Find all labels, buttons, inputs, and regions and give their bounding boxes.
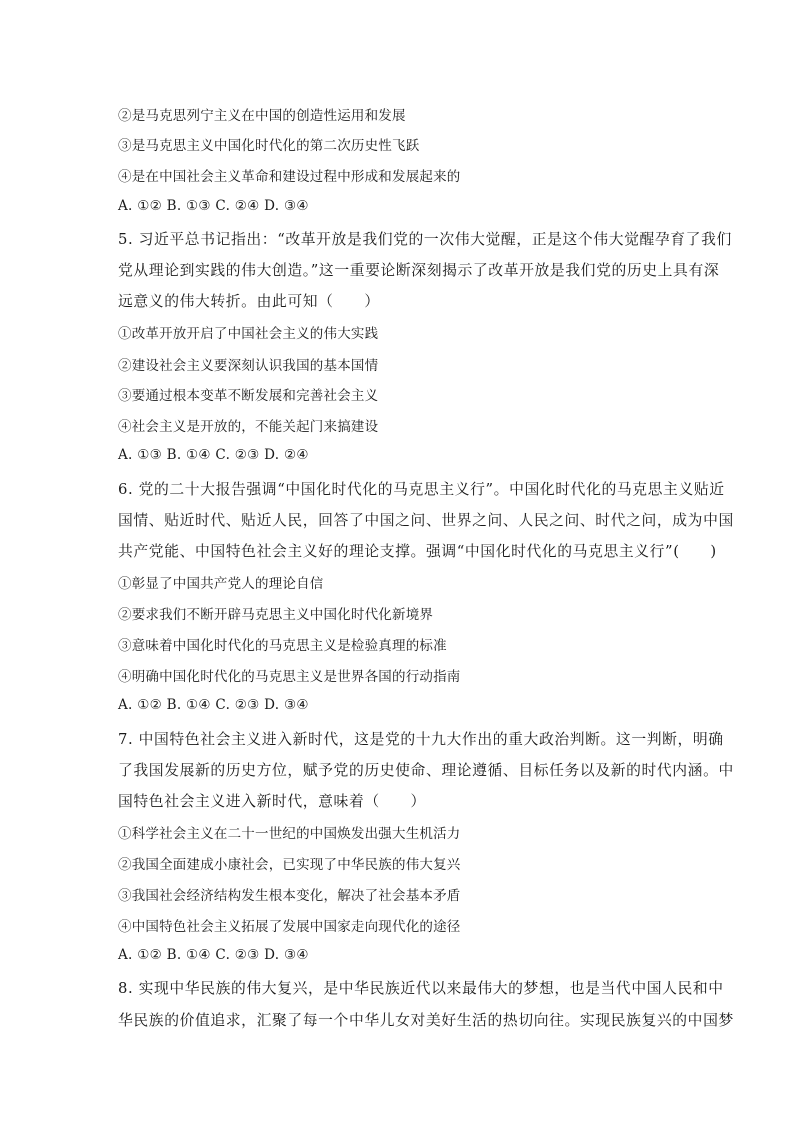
option-line: ③是马克思主义中国化时代化的第二次历史性飞跃 <box>118 138 420 154</box>
option-line: ①科学社会主义在二十一世纪的中国焕发出强大生机活力 <box>118 826 461 842</box>
answer-choices: A. ①② B. ①④ C. ②③ D. ③④ <box>118 697 309 713</box>
question-stem: 5. 习近平总书记指出：“改革开放是我们党的一次伟大觉醒，正是这个伟大觉醒孕育了我们 <box>118 231 732 248</box>
answer-choices: A. ①② B. ①③ C. ②④ D. ③④ <box>118 198 309 214</box>
option-line: ④社会主义是开放的，不能关起门来搞建设 <box>118 419 379 435</box>
question-stem: 远意义的伟大转折。由此可知（ ） <box>118 293 380 310</box>
question-stem: 国特色社会主义进入新时代，意味着（ ） <box>118 793 426 810</box>
option-line: ②是马克思列宁主义在中国的创造性运用和发展 <box>118 108 406 124</box>
option-line: ③我国社会经济结构发生根本变化，解决了社会基本矛盾 <box>118 888 461 904</box>
question-stem: 8. 实现中华民族的伟大复兴，是中华民族近代以来最伟大的梦想，也是当代中国人民和中 <box>118 980 724 997</box>
question-stem: 华民族的价值追求，汇聚了每一个中华儿女对美好生活的热切向往。实现民族复兴的中国梦 <box>118 1012 734 1029</box>
option-line: ③要通过根本变革不断发展和完善社会主义 <box>118 388 379 404</box>
question-stem: 国情、贴近时代、贴近人民，回答了中国之问、世界之问、人民之问、时代之问，成为中国 <box>118 512 734 529</box>
question-stem: 了我国发展新的历史方位，赋予党的历史使命、理论遵循、目标任务以及新的时代内涵。中 <box>118 762 734 779</box>
option-line: ③意味着中国化时代化的马克思主义是检验真理的标准 <box>118 638 447 654</box>
option-line: ④是在中国社会主义革命和建设过程中形成和发展起来的 <box>118 169 461 185</box>
answer-choices: A. ①③ B. ①④ C. ②③ D. ②④ <box>118 447 309 463</box>
question-stem: 党从理论到实践的伟大创造。”这一重要论断深刻揭示了改革开放是我们党的历史上具有深 <box>118 262 720 279</box>
question-stem: 6. 党的二十大报告强调“中国化时代化的马克思主义行”。中国化时代化的马克思主义贴近 <box>118 481 725 498</box>
option-line: ②要求我们不断开辟马克思主义中国化时代化新境界 <box>118 607 434 623</box>
option-line: ①彰显了中国共产党人的理论自信 <box>118 576 324 592</box>
option-line: ④明确中国化时代化的马克思主义是世界各国的行动指南 <box>118 669 461 685</box>
option-line: ②我国全面建成小康社会，已实现了中华民族的伟大复兴 <box>118 857 461 873</box>
option-line: ①改革开放开启了中国社会主义的伟大实践 <box>118 326 379 342</box>
question-stem: 7. 中国特色社会主义进入新时代，这是党的十九大作出的重大政治判断。这一判断，明确 <box>118 731 724 748</box>
option-line: ②建设社会主义要深刻认识我国的基本国情 <box>118 358 379 374</box>
question-stem: 共产党能、中国特色社会主义好的理论支撑。强调“中国化时代化的马克思主义行”( ) <box>118 543 717 560</box>
answer-choices: A. ①② B. ①④ C. ②③ D. ③④ <box>118 947 309 963</box>
option-line: ④中国特色社会主义拓展了发展中国家走向现代化的途径 <box>118 919 461 935</box>
